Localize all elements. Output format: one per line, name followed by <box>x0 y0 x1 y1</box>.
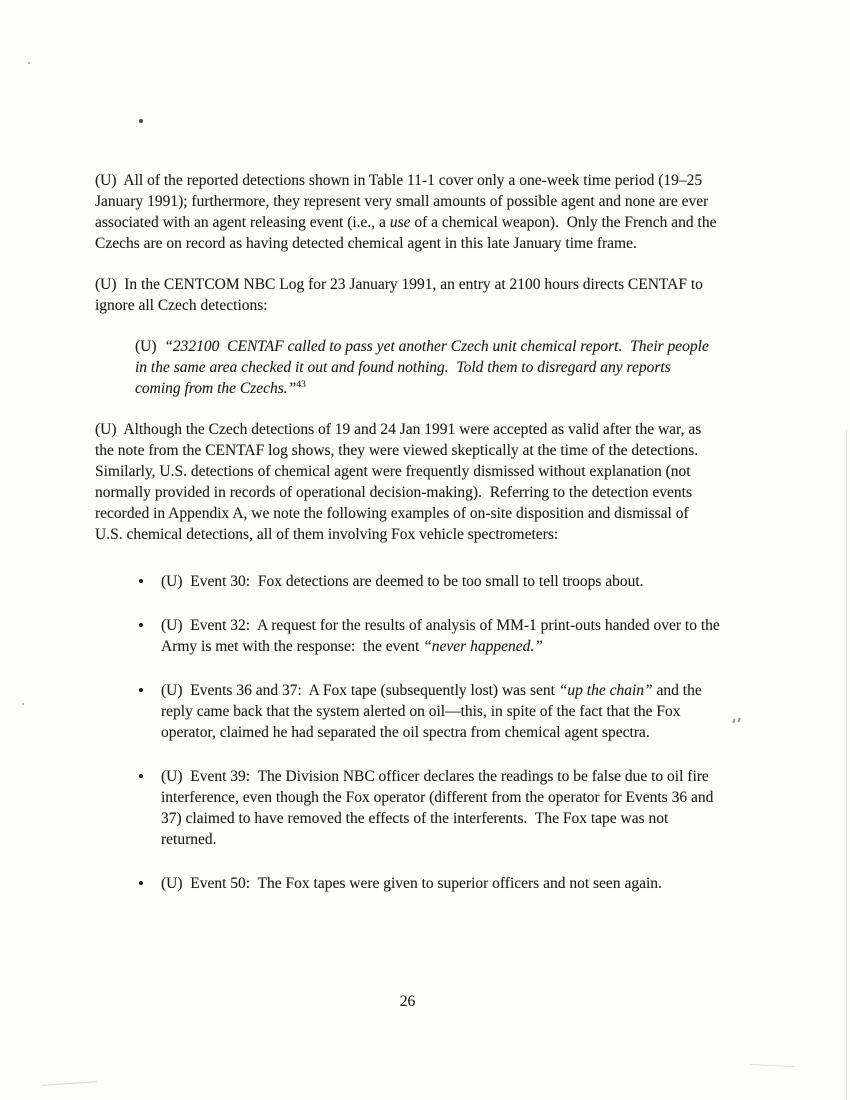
text-run: (U) Event 50: The Fox tapes were given to superior officers and not seen again. <box>161 875 662 892</box>
text-run: (U) Event 32: A request for the results of analysis of MM-1 print-outs handed over to the Army is met with the response: the event <box>161 617 723 655</box>
paragraph-detections-summary <box>95 170 720 254</box>
scan-artifact-dot <box>28 62 30 64</box>
list-item-event-32 <box>161 615 723 657</box>
scan-edge-line <box>42 1081 97 1086</box>
text-run: (U) <box>135 338 165 355</box>
text-run: (U) All of the reported detections shown in Table 11-1 cover only a one-week time period (19–25 January 1991); furthermore, they represent very small amounts of possible agent and none are ever associated with an agent releasing event (i.e., a <box>95 172 713 231</box>
text-run: (U) In the CENTCOM NBC Log for 23 January 1991, an entry at 2100 hours directs CENTAF to ignore all Czech detections: <box>95 276 707 314</box>
text-run: (U) Events 36 and 37: A Fox tape (subsequently lost) was sent <box>161 682 559 699</box>
scan-artifact-dot <box>22 703 24 705</box>
page-content <box>95 170 723 917</box>
scan-artifact-dot <box>139 119 143 123</box>
text-run-italic: use <box>389 214 411 231</box>
text-run: of a chemical weapon). Only the French and the Czechs are on record as having detected chemical agent in this late January time frame. <box>95 214 721 252</box>
scan-edge-line <box>846 430 847 1100</box>
event-list <box>95 571 723 894</box>
text-run-italic: “up the chain” <box>558 682 653 699</box>
list-item-event-30 <box>161 571 720 592</box>
page-number: 26 <box>399 993 416 1010</box>
blockquote-log-entry <box>135 336 720 399</box>
text-run-italic: “never happened.” <box>423 638 543 655</box>
list-item-event-39 <box>161 766 720 850</box>
text-run: (U) Event 39: The Division NBC officer declares the readings to be false due to oil fire interference, even though the Fox operator (different from the operator for Events 36 and 37) claimed to have removed the effects of the interferents. The Fox tape was not returned. <box>161 768 718 848</box>
scan-artifact-mark <box>732 719 735 723</box>
text-run: (U) Although the Czech detections of 19 and 24 Jan 1991 were accepted as valid after the war, as the note from the CENTAF log shows, they were viewed skeptically at the time of the detections. Similarly, U.S. detections of chemical agent were frequently dismissed without explanation (not normally provided in records of operational decision-making). Referring to the detection events recorded in Appendix A, we note the following examples of on-site disposition and dismissal of U.S. chemical detections, all of them involving Fox vehicle spectrometers: <box>95 421 706 543</box>
text-run: and the reply came back that the system alerted on oil—this, in spite of the fact that the Fox operator, claimed he had separated the oil spectra from chemical agent spectra. <box>161 682 706 741</box>
paragraph-czech-detections <box>95 419 720 545</box>
text-run-italic: “232100 CENTAF called to pass yet another Czech unit chemical report. Their people in the same area checked it out and found nothing. Told them to disregard any reports coming from the Czechs.” <box>135 338 713 397</box>
list-item-event-50 <box>161 873 720 894</box>
scan-edge-line <box>750 1064 795 1067</box>
scan-artifact-mark <box>737 718 740 722</box>
text-run: (U) Event 30: Fox detections are deemed to be too small to tell troops about. <box>161 573 644 590</box>
paragraph-centcom-log <box>95 274 720 316</box>
footnote-reference: 43 <box>296 379 306 390</box>
list-item-events-36-37 <box>161 680 720 743</box>
